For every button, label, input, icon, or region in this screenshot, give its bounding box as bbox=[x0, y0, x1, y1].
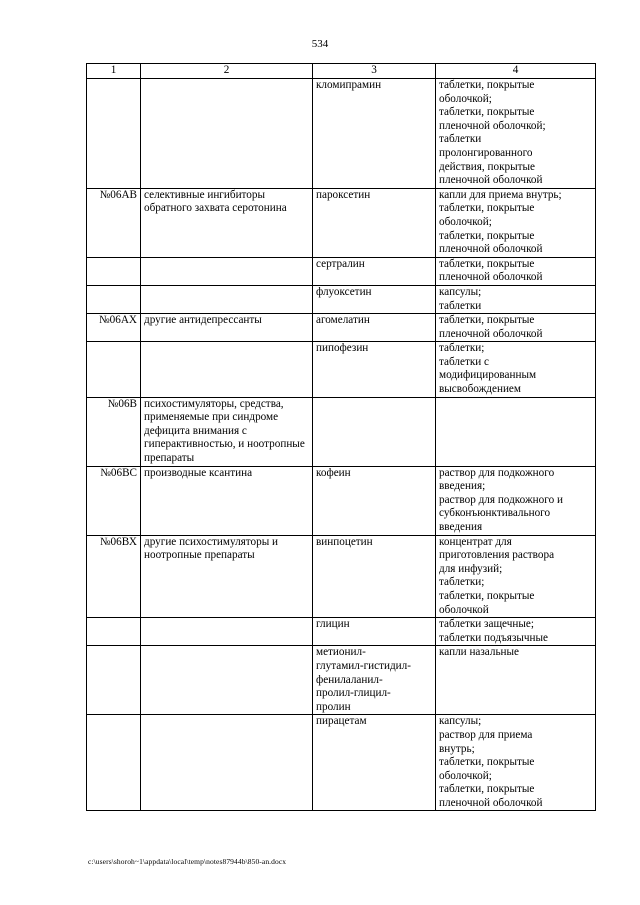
table-row bbox=[87, 397, 596, 466]
table-row bbox=[87, 79, 596, 189]
atc-code-cell bbox=[87, 79, 141, 189]
drug-table bbox=[86, 63, 596, 811]
group-name-cell: другие антидепрессанты bbox=[141, 314, 313, 342]
group-name-cell bbox=[141, 715, 313, 811]
column-header: 3 bbox=[313, 64, 436, 79]
column-header: 4 bbox=[436, 64, 596, 79]
group-name-cell bbox=[141, 342, 313, 397]
drug-name-cell: агомелатин bbox=[313, 314, 436, 342]
atc-code-cell bbox=[87, 257, 141, 285]
atc-code-cell: №06АХ bbox=[87, 314, 141, 342]
drug-name-cell: глицин bbox=[313, 618, 436, 646]
table-row bbox=[87, 188, 596, 257]
page-number: 534 bbox=[311, 38, 329, 50]
group-name-cell bbox=[141, 618, 313, 646]
column-header: 2 bbox=[141, 64, 313, 79]
drug-name-cell bbox=[313, 397, 436, 466]
dosage-form-cell: концентрат для приготовления раствора для инфузий; таблетки; таблетки, покрытые оболочкой bbox=[436, 535, 596, 618]
group-name-cell: производные ксантина bbox=[141, 466, 313, 535]
dosage-form-cell: капли назальные bbox=[436, 646, 596, 715]
drug-name-cell: флуоксетин bbox=[313, 285, 436, 313]
atc-code-cell: №06АВ bbox=[87, 188, 141, 257]
table-row bbox=[87, 257, 596, 285]
group-name-cell: селективные ингибиторы обратного захвата серотонина bbox=[141, 188, 313, 257]
file-path: c:\users\shoroh~1\appdata\local\temp\notes87944b\850-an.docx bbox=[88, 857, 287, 866]
drug-name-cell: кломипрамин bbox=[313, 79, 436, 189]
atc-code-cell: №06В bbox=[87, 397, 141, 466]
group-name-cell bbox=[141, 285, 313, 313]
drug-name-cell: метионил- глутамил-гистидил- фенилаланил- пролил-глицил- пролин bbox=[313, 646, 436, 715]
dosage-form-cell: таблетки, покрытые оболочкой; таблетки, покрытые пленочной оболочкой; таблетки пролонгированного действия, покрытые пленочной оболочкой bbox=[436, 79, 596, 189]
drug-name-cell: пипофезин bbox=[313, 342, 436, 397]
header-row bbox=[87, 64, 596, 79]
group-name-cell: другие психостимуляторы и ноотропные препараты bbox=[141, 535, 313, 618]
atc-code-cell bbox=[87, 618, 141, 646]
atc-code-cell bbox=[87, 285, 141, 313]
atc-code-cell bbox=[87, 646, 141, 715]
group-name-cell bbox=[141, 646, 313, 715]
table-row bbox=[87, 715, 596, 811]
table-row bbox=[87, 314, 596, 342]
dosage-form-cell: раствор для подкожного введения; раствор для подкожного и субконъюнктивального введения bbox=[436, 466, 596, 535]
drug-name-cell: пароксетин bbox=[313, 188, 436, 257]
atc-code-cell bbox=[87, 715, 141, 811]
group-name-cell: психостимуляторы, средства, применяемые при синдроме дефицита внимания с гиперактивностью, и ноотропные препараты bbox=[141, 397, 313, 466]
table-row bbox=[87, 342, 596, 397]
dosage-form-cell: таблетки защечные; таблетки подъязычные bbox=[436, 618, 596, 646]
drug-name-cell: кофеин bbox=[313, 466, 436, 535]
drug-name-cell: сертралин bbox=[313, 257, 436, 285]
drug-name-cell: винпоцетин bbox=[313, 535, 436, 618]
dosage-form-cell: таблетки, покрытые пленочной оболочкой bbox=[436, 257, 596, 285]
table-row bbox=[87, 466, 596, 535]
table-row bbox=[87, 535, 596, 618]
group-name-cell bbox=[141, 257, 313, 285]
table-row bbox=[87, 285, 596, 313]
table-body bbox=[87, 79, 596, 811]
atc-code-cell: №06ВХ bbox=[87, 535, 141, 618]
dosage-form-cell bbox=[436, 397, 596, 466]
table-row bbox=[87, 618, 596, 646]
dosage-form-cell: таблетки, покрытые пленочной оболочкой bbox=[436, 314, 596, 342]
drug-name-cell: пирацетам bbox=[313, 715, 436, 811]
atc-code-cell: №06ВС bbox=[87, 466, 141, 535]
dosage-form-cell: капсулы; раствор для приема внутрь; таблетки, покрытые оболочкой; таблетки, покрытые пленочной оболочкой bbox=[436, 715, 596, 811]
group-name-cell bbox=[141, 79, 313, 189]
table-row bbox=[87, 646, 596, 715]
dosage-form-cell: таблетки; таблетки с модифицированным высвобождением bbox=[436, 342, 596, 397]
atc-code-cell bbox=[87, 342, 141, 397]
dosage-form-cell: капсулы; таблетки bbox=[436, 285, 596, 313]
dosage-form-cell: капли для приема внутрь; таблетки, покрытые оболочкой; таблетки, покрытые пленочной оболочкой bbox=[436, 188, 596, 257]
column-header: 1 bbox=[87, 64, 141, 79]
